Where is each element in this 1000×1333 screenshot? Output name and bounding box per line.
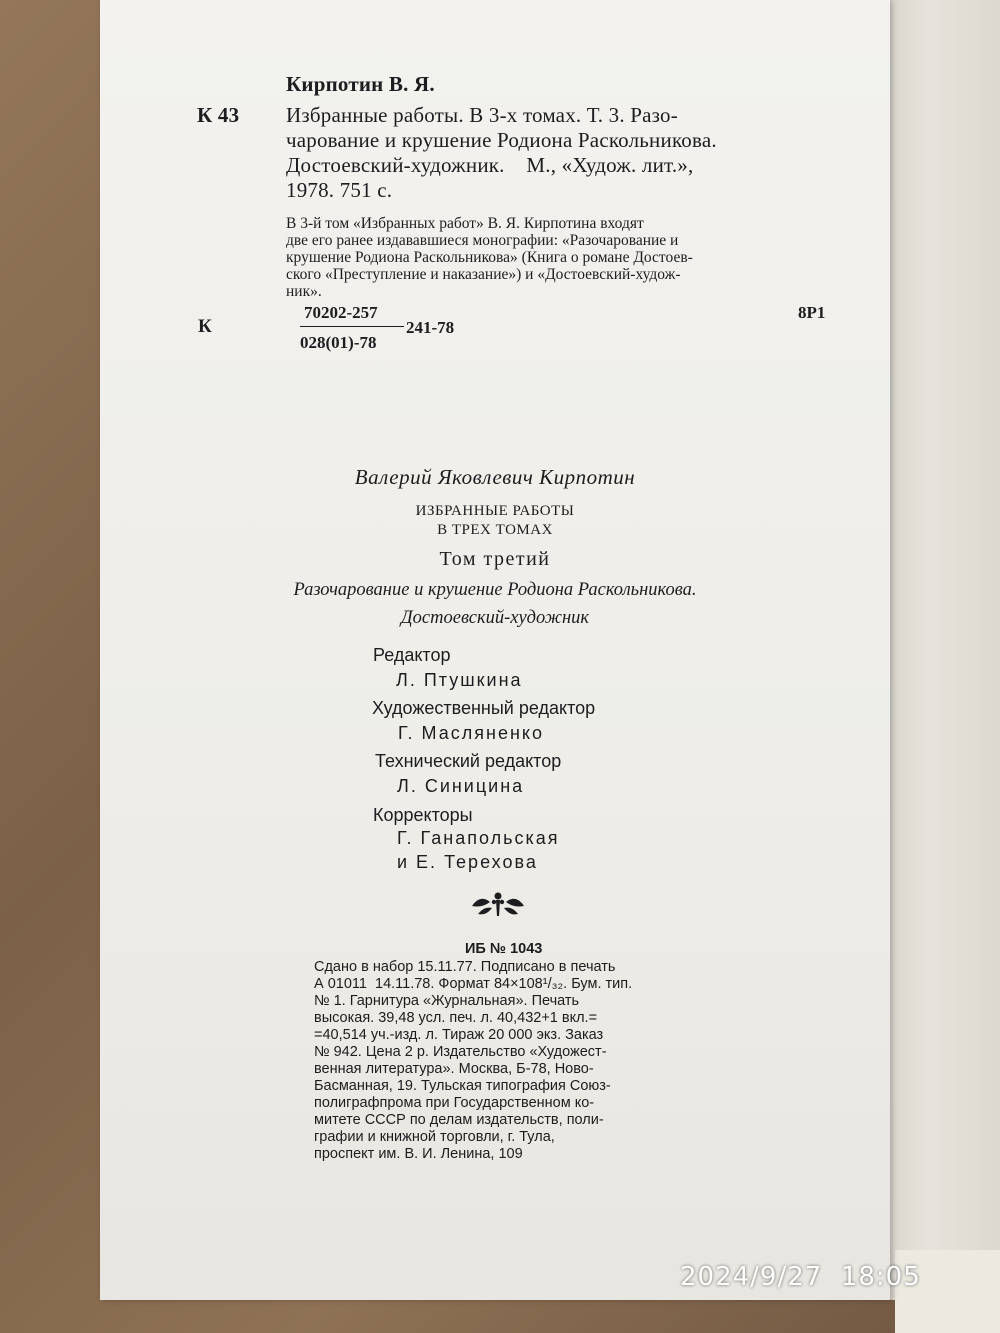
index-suffix: 241-78 [406, 318, 455, 337]
volume-title: Том третий [439, 548, 551, 570]
imprint-line: А 01011 14.11.78. Формат 84×108¹/₃₂. Бум. тип. [314, 976, 633, 992]
credit-role-art-editor: Художественный редактор [372, 698, 596, 718]
index-letter: К [198, 316, 212, 337]
card-title-line: чарование и крушение Родиона Раскольникова. [286, 128, 717, 152]
book-subtitle: Достоевский-художник [400, 608, 590, 628]
credit-name: Л. Птушкина [396, 670, 523, 690]
credit-name: Л. Синицина [397, 776, 525, 796]
credit-name: и Е. Терехова [397, 852, 538, 872]
card-title-line: Достоевский-художник. М., «Худож. лит.», [286, 153, 694, 177]
ornament-icon [468, 888, 528, 925]
imprint-line: Басманная, 19. Тульская типография Союз- [314, 1078, 611, 1094]
adjacent-page [880, 0, 1000, 1300]
index-numerator: 70202-257 [304, 303, 378, 322]
photo-timestamp: 2024/9/27 18:05 [680, 1262, 921, 1292]
card-cipher: К 43 [197, 103, 240, 127]
credit-name: Г. Ганапольская [397, 828, 560, 848]
credit-role-proofreaders: Корректоры [373, 805, 473, 825]
imprint-line: проспект им. В. И. Ленина, 109 [314, 1146, 523, 1162]
annotation-line: В 3-й том «Избранных работ» В. Я. Кирпотина входят [286, 215, 644, 232]
book-page [100, 0, 890, 1300]
imprint-line: № 1. Гарнитура «Журнальная». Печать [314, 993, 580, 1009]
imprint-line: венная литература». Москва, Б-78, Ново- [314, 1061, 594, 1077]
card-title-line: Избранные работы. В 3-х томах. Т. 3. Разо- [286, 103, 678, 127]
imprint-line: Сдано в набор 15.11.77. Подписано в печать [314, 959, 616, 975]
imprint-line: =40,514 уч.-изд. л. Тираж 20 000 экз. Заказ [314, 1027, 604, 1043]
ib-number: ИБ № 1043 [465, 941, 543, 957]
credit-name: Г. Масляненко [398, 723, 544, 743]
annotation-line: две его ранее издававшиеся монографии: «Разочарование и [286, 232, 679, 249]
index-denominator: 028(01)-78 [300, 333, 377, 352]
annotation-line: ского «Преступление и наказание») и «Достоевский-худож- [286, 266, 681, 283]
card-title-line: 1978. 751 с. [286, 178, 393, 202]
imprint-line: № 942. Цена 2 р. Издательство «Художест- [314, 1044, 607, 1060]
imprint-line: митете СССР по делам издательств, поли- [314, 1112, 604, 1128]
book-subtitle: Разочарование и крушение Родиона Раскольникова. [293, 580, 697, 600]
credit-role-editor: Редактор [373, 645, 451, 665]
imprint-line: высокая. 39,48 усл. печ. л. 40,432+1 вкл.= [314, 1010, 598, 1026]
annotation-line: крушение Родиона Раскольникова» (Книга о романе Достоев- [286, 249, 693, 266]
annotation-line: ник». [286, 283, 322, 300]
bbk-code: 8Р1 [798, 303, 826, 322]
card-author: Кирпотин В. Я. [286, 72, 435, 96]
series-subtitle: В ТРЕХ ТОМАХ [437, 522, 553, 538]
credit-role-tech-editor: Технический редактор [375, 751, 562, 771]
imprint-line: полиграфпрома при Государственном ко- [314, 1095, 595, 1111]
index-fraction-line [300, 326, 404, 327]
series-title: ИЗБРАННЫЕ РАБОТЫ [415, 503, 575, 519]
imprint-line: графии и книжной торговли, г. Тула, [314, 1129, 555, 1145]
author-full-name: Валерий Яковлевич Кирпотин [354, 465, 636, 489]
